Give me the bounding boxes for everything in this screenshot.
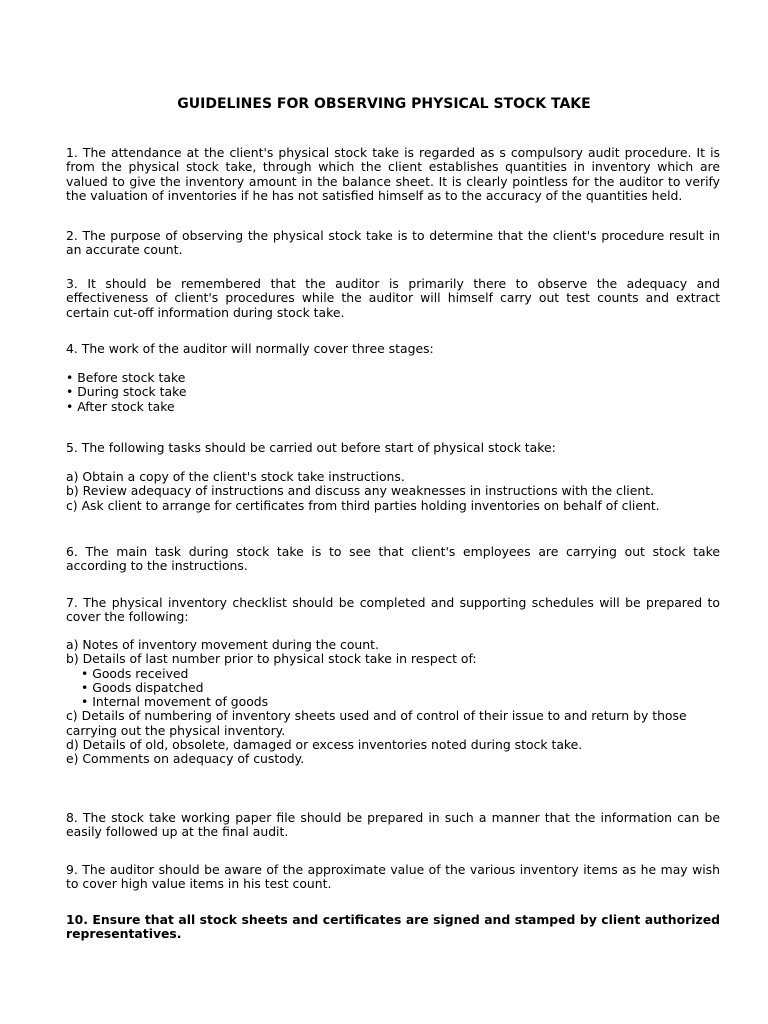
list-item: • After stock take bbox=[66, 398, 175, 414]
paragraph-7: 7. The physical inventory checklist should be completed and supporting schedules will be prepared to cover the following: bbox=[66, 595, 720, 625]
list-item: a) Obtain a copy of the client's stock take instructions. bbox=[66, 469, 405, 484]
sub-list-item: • Goods dispatched bbox=[81, 679, 204, 695]
list-item: c) Details of numbering of inventory sheets used and of control of their issue to and return by those bbox=[66, 708, 687, 724]
list-item: • During stock take bbox=[66, 384, 187, 400]
tasks-before-list bbox=[66, 470, 720, 513]
checklist-list bbox=[66, 638, 720, 767]
list-item: a) Notes of inventory movement during the count. bbox=[66, 637, 379, 652]
paragraph-4: 4. The work of the auditor will normally cover three stages: bbox=[66, 341, 434, 356]
list-item: b) Review adequacy of instructions and discuss any weaknesses in instructions with the client. bbox=[66, 483, 655, 499]
list-item: b) Details of last number prior to physical stock take in respect of: bbox=[66, 651, 477, 667]
paragraph-6: 6. The main task during stock take is to see that client's employees are carrying out stock take according to the instructions. bbox=[66, 544, 720, 574]
stages-list bbox=[66, 371, 720, 414]
list-item: d) Details of old, obsolete, damaged or excess inventories noted during stock take. bbox=[66, 737, 583, 753]
paragraph-5: 5. The following tasks should be carried out before start of physical stock take: bbox=[66, 440, 556, 455]
list-item: c) Ask client to arrange for certificates from third parties holding inventories on behalf of client. bbox=[66, 497, 660, 513]
paragraph-2: 2. The purpose of observing the physical stock take is to determine that the client's procedure result in an accurate count. bbox=[66, 228, 720, 258]
paragraph-1: 1. The attendance at the client's physical stock take is regarded as s compulsory audit procedure. It is from the physical stock take, through which the client establishes quantities in inventory which are valued to give the inventory amount in the balance sheet. It is clearly pointless for the auditor to verify the valuation of inventories if he has not satisfied himself as to the accuracy of the quantities held. bbox=[66, 146, 720, 203]
list-item: e) Comments on adequacy of custody. bbox=[66, 751, 305, 767]
paragraph-9: 9. The auditor should be aware of the approximate value of the various inventory items as he may wish to cover high value items in his test count. bbox=[66, 862, 720, 892]
document-title: GUIDELINES FOR OBSERVING PHYSICAL STOCK TAKE bbox=[177, 96, 591, 112]
paragraph-3: 3. It should be remembered that the auditor is primarily there to observe the adequacy and effectiveness of client's procedures while the auditor will himself carry out test counts and extract certain cut-off information during stock take. bbox=[66, 276, 720, 320]
sub-list-item: • Internal movement of goods bbox=[81, 694, 269, 710]
paragraph-8: 8. The stock take working paper file should be prepared in such a manner that the information can be easily followed up at the final audit. bbox=[66, 810, 720, 840]
paragraph-10: 10. Ensure that all stock sheets and certificates are signed and stamped by client authorized representatives. bbox=[66, 912, 720, 942]
list-item: • Before stock take bbox=[66, 370, 186, 385]
list-item-continuation: carrying out the physical inventory. bbox=[66, 722, 286, 738]
sub-list-item: • Goods received bbox=[81, 665, 189, 681]
